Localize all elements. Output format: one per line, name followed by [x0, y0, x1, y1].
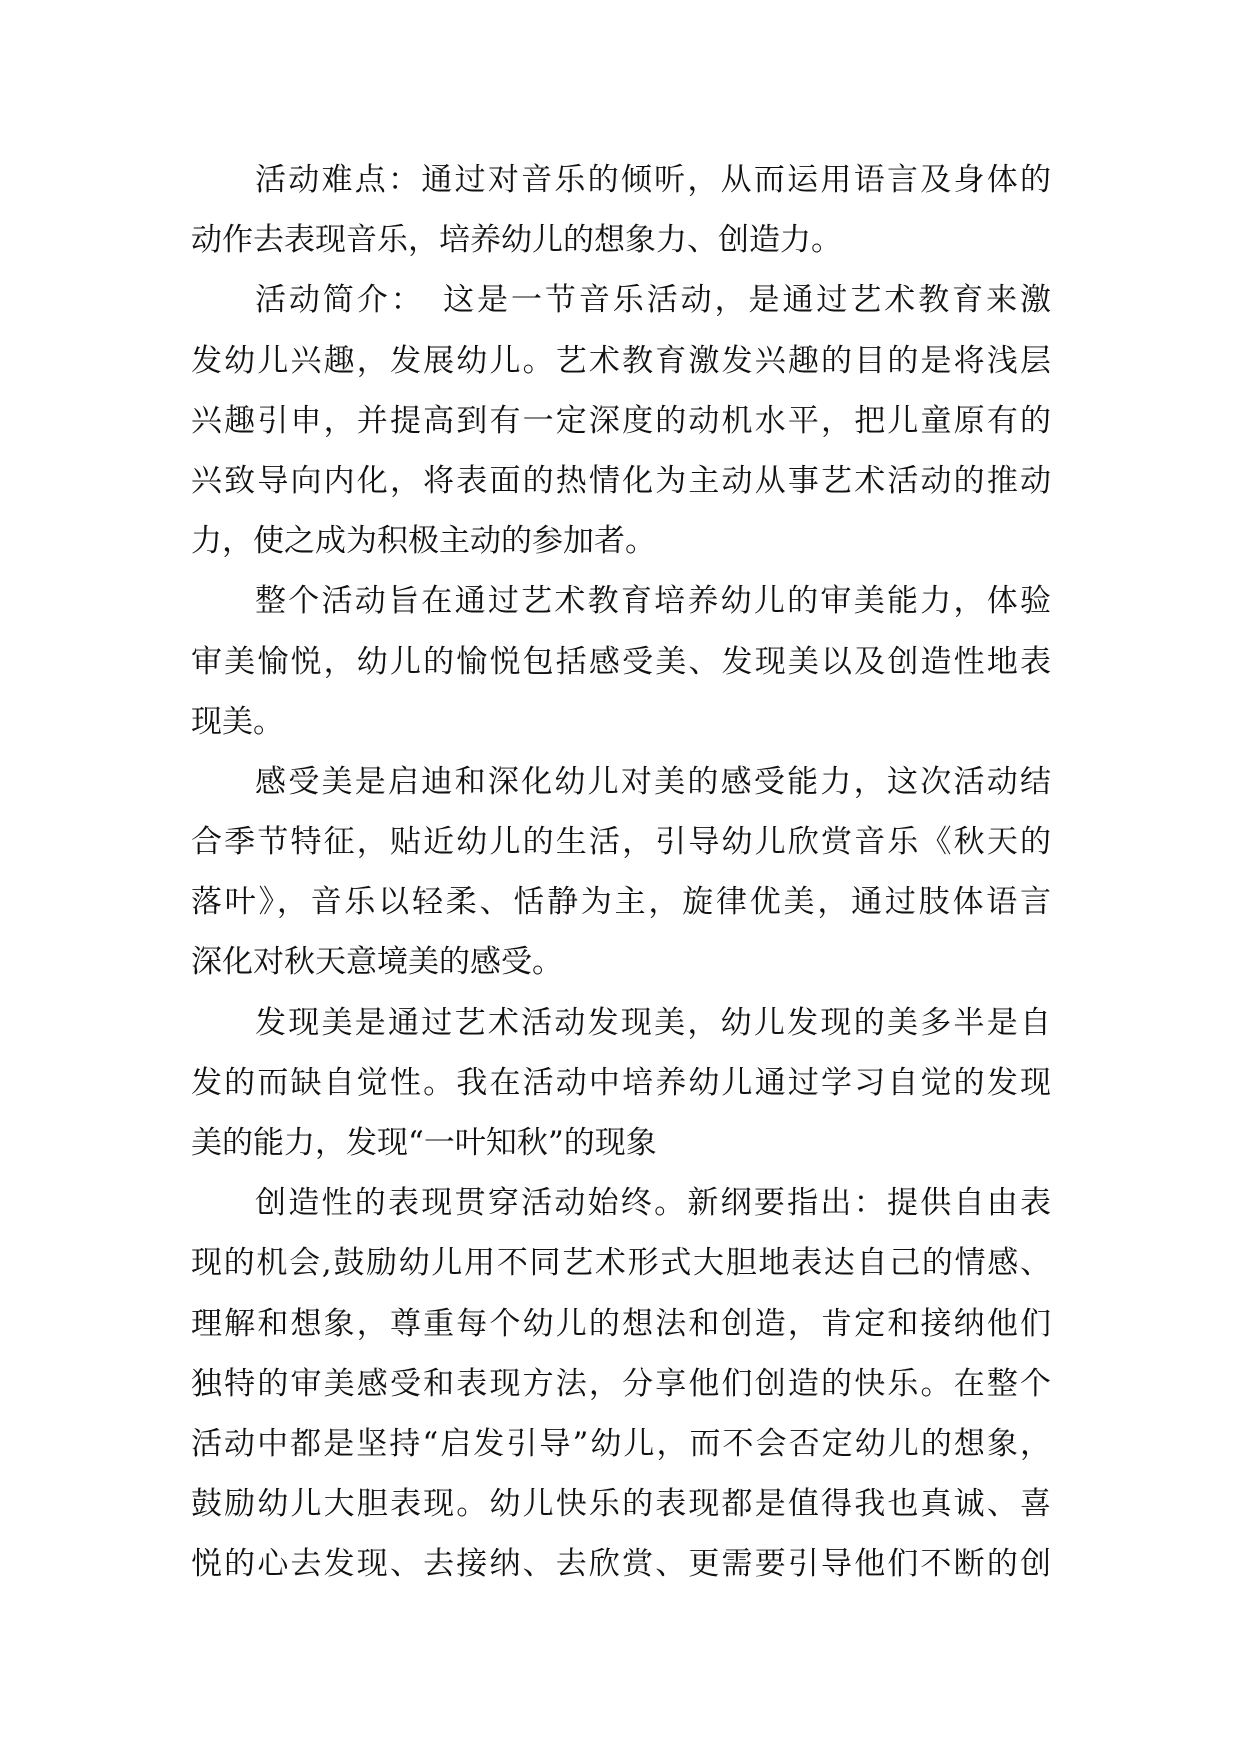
paragraph-creative-expression: [191, 1173, 1051, 1594]
paragraph-feeling-beauty: [191, 752, 1051, 993]
text-line: 创造性的表现贯穿活动始终。新纲要指出：提供自由表: [255, 1185, 1051, 1222]
paragraph-discovering-beauty: [191, 993, 1051, 1174]
text-line: 活动难点：通过对音乐的倾听，从而运用语言及身体的: [255, 162, 1051, 198]
text-line: 兴致导向内化，将表面的热情化为主动从事艺术活动的推动: [191, 462, 1051, 499]
paragraph-activity-introduction: [191, 270, 1051, 571]
text-line: 现美。: [191, 703, 284, 740]
text-line: 整个活动旨在通过艺术教育培养幼儿的审美能力，体验: [255, 583, 1051, 620]
text-line: 鼓励幼儿大胆表现。幼儿快乐的表现都是值得我也真诚、喜: [191, 1486, 1051, 1523]
text-line: 悦的心去发现、去接纳、去欣赏、更需要引导他们不断的创: [191, 1546, 1051, 1583]
text-line: 活动中都是坚持“启发引导”幼儿，而不会否定幼儿的想象，: [191, 1425, 1051, 1462]
text-line: 感受美是启迪和深化幼儿对美的感受能力，这次活动结: [255, 763, 1051, 800]
text-line: 发现美是通过艺术活动发现美，幼儿发现的美多半是自: [255, 1004, 1051, 1041]
text-line: 理解和想象，尊重每个幼儿的想法和创造，肯定和接纳他们: [191, 1305, 1051, 1342]
text-line: 动作去表现音乐，培养幼儿的想象力、创造力。: [191, 222, 842, 259]
text-line: 发幼儿兴趣，发展幼儿。艺术教育激发兴趣的目的是将浅层: [191, 342, 1051, 379]
text-line: 现的机会,鼓励幼儿用不同艺术形式大胆地表达自己的情感、: [191, 1245, 1051, 1282]
text-line: 发的而缺自觉性。我在活动中培养幼儿通过学习自觉的发现: [191, 1064, 1051, 1101]
text-line: 活动简介： 这是一节音乐活动，是通过艺术教育来激: [255, 282, 1051, 319]
text-line: 深化对秋天意境美的感受。: [191, 944, 563, 981]
document-body: [191, 150, 1051, 1595]
text-line: 合季节特征，贴近幼儿的生活，引导幼儿欣赏音乐《秋天的: [191, 824, 1051, 861]
text-line: 审美愉悦，幼儿的愉悦包括感受美、发现美以及创造性地表: [191, 643, 1051, 680]
text-line: 美的能力，发现“一叶知秋”的现象: [191, 1125, 657, 1161]
text-line: 独特的审美感受和表现方法，分享他们创造的快乐。在整个: [191, 1365, 1051, 1402]
text-line: 落叶》，音乐以轻柔、恬静为主，旋律优美，通过肢体语言: [191, 884, 1051, 921]
text-line: 力，使之成为积极主动的参加者。: [191, 523, 656, 560]
paragraph-aesthetic-aim: [191, 571, 1051, 752]
paragraph-activity-difficulty: [191, 150, 1051, 270]
text-line: 兴趣引申，并提高到有一定深度的动机水平，把儿童原有的: [191, 402, 1051, 439]
